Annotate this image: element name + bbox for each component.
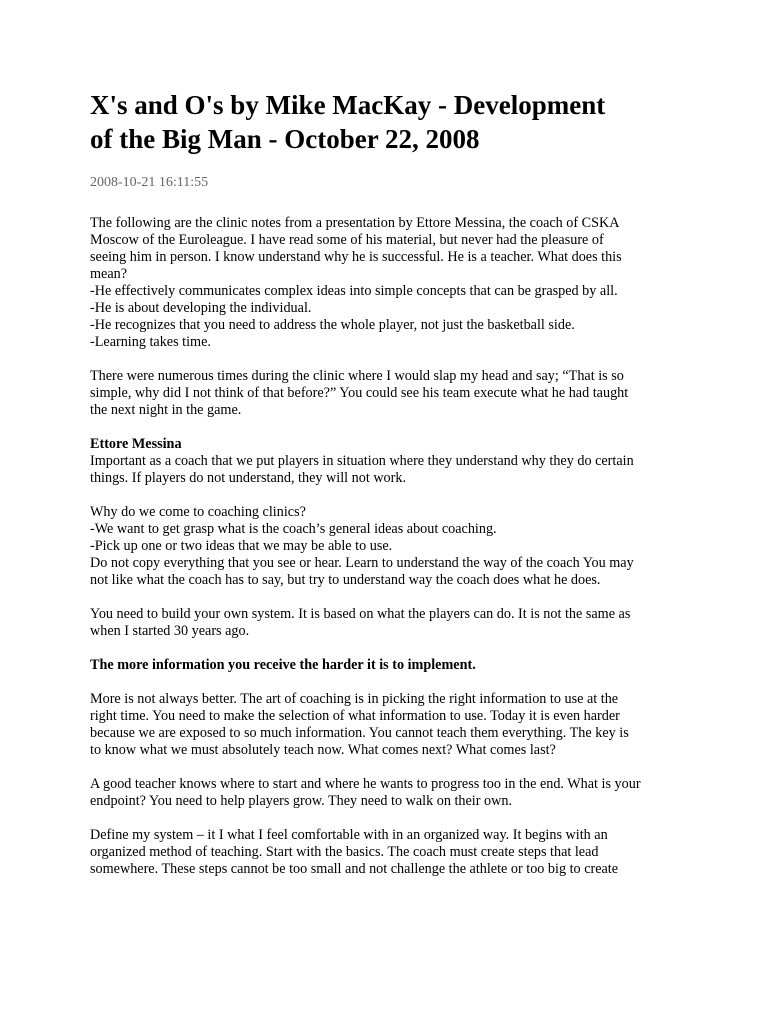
title-line: X's and O's by Mike MacKay - Development bbox=[90, 90, 606, 120]
text-line: mean? bbox=[90, 266, 128, 282]
text-line: Define my system – it I what I feel comfortable with in an organized way. It begins with an bbox=[90, 827, 608, 843]
text-line: Why do we come to coaching clinics? bbox=[90, 504, 306, 520]
text-line: -He effectively communicates complex ideas into simple concepts that can be grasped by all. bbox=[90, 283, 618, 299]
text-line: -He is about developing the individual. bbox=[90, 300, 312, 316]
text-line: not like what the coach has to say, but try to understand way the coach does what he does. bbox=[90, 572, 601, 588]
text-line: -Pick up one or two ideas that we may be able to use. bbox=[90, 538, 393, 554]
post-timestamp: 2008-10-21 16:11:55 bbox=[90, 175, 209, 190]
paragraph-define-system bbox=[90, 827, 678, 878]
text-line: because we are exposed to so much information. You cannot teach them everything. The key is bbox=[90, 725, 629, 741]
text-line: Important as a coach that we put players in situation where they understand why they do certain bbox=[90, 453, 634, 469]
bold-text-line: The more information you receive the harder it is to implement. bbox=[90, 657, 476, 673]
paragraph-ettore-messina bbox=[90, 436, 678, 487]
text-line: somewhere. These steps cannot be too small and not challenge the athlete or too big to create bbox=[90, 861, 619, 877]
text-line: More is not always better. The art of coaching is in picking the right information to use at the bbox=[90, 691, 619, 707]
paragraph-intro bbox=[90, 215, 678, 351]
text-line: to know what we must absolutely teach now. What comes next? What comes last? bbox=[90, 742, 556, 758]
text-line: simple, why did I not think of that before?” You could see his team execute what he had taught bbox=[90, 385, 629, 401]
text-line: Do not copy everything that you see or hear. Learn to understand the way of the coach You may bbox=[90, 555, 634, 571]
text-line: A good teacher knows where to start and where he wants to progress too in the end. What is your bbox=[90, 776, 641, 792]
paragraph-bold-statement bbox=[90, 657, 678, 674]
paragraph-why-clinics bbox=[90, 504, 678, 589]
paragraph-more-not-better bbox=[90, 691, 678, 759]
text-line: -He recognizes that you need to address the whole player, not just the basketball side. bbox=[90, 317, 575, 333]
title-line: of the Big Man - October 22, 2008 bbox=[90, 124, 480, 154]
text-line: organized method of teaching. Start with the basics. The coach must create steps that lead bbox=[90, 844, 599, 860]
paragraph-clinic-reaction bbox=[90, 368, 678, 419]
text-line: -We want to get grasp what is the coach’s general ideas about coaching. bbox=[90, 521, 497, 537]
text-line: There were numerous times during the clinic where I would slap my head and say; “That is so bbox=[90, 368, 624, 384]
text-line: the next night in the game. bbox=[90, 402, 242, 418]
text-line: things. If players do not understand, they will not work. bbox=[90, 470, 407, 486]
text-line: Moscow of the Euroleague. I have read some of his material, but never had the pleasure of bbox=[90, 232, 604, 248]
text-line: right time. You need to make the selection of what information to use. Today it is even harder bbox=[90, 708, 620, 724]
text-line: seeing him in person. I know understand why he is successful. He is a teacher. What does this bbox=[90, 249, 622, 265]
text-line: The following are the clinic notes from a presentation by Ettore Messina, the coach of CSKA bbox=[90, 215, 620, 231]
text-line: -Learning takes time. bbox=[90, 334, 211, 350]
section-heading: Ettore Messina bbox=[90, 436, 182, 452]
text-line: when I started 30 years ago. bbox=[90, 623, 250, 639]
text-line: You need to build your own system. It is based on what the players can do. It is not the same as bbox=[90, 606, 631, 622]
document-title bbox=[90, 88, 678, 156]
paragraph-good-teacher bbox=[90, 776, 678, 810]
paragraph-own-system bbox=[90, 606, 678, 640]
text-line: endpoint? You need to help players grow. They need to walk on their own. bbox=[90, 793, 512, 809]
